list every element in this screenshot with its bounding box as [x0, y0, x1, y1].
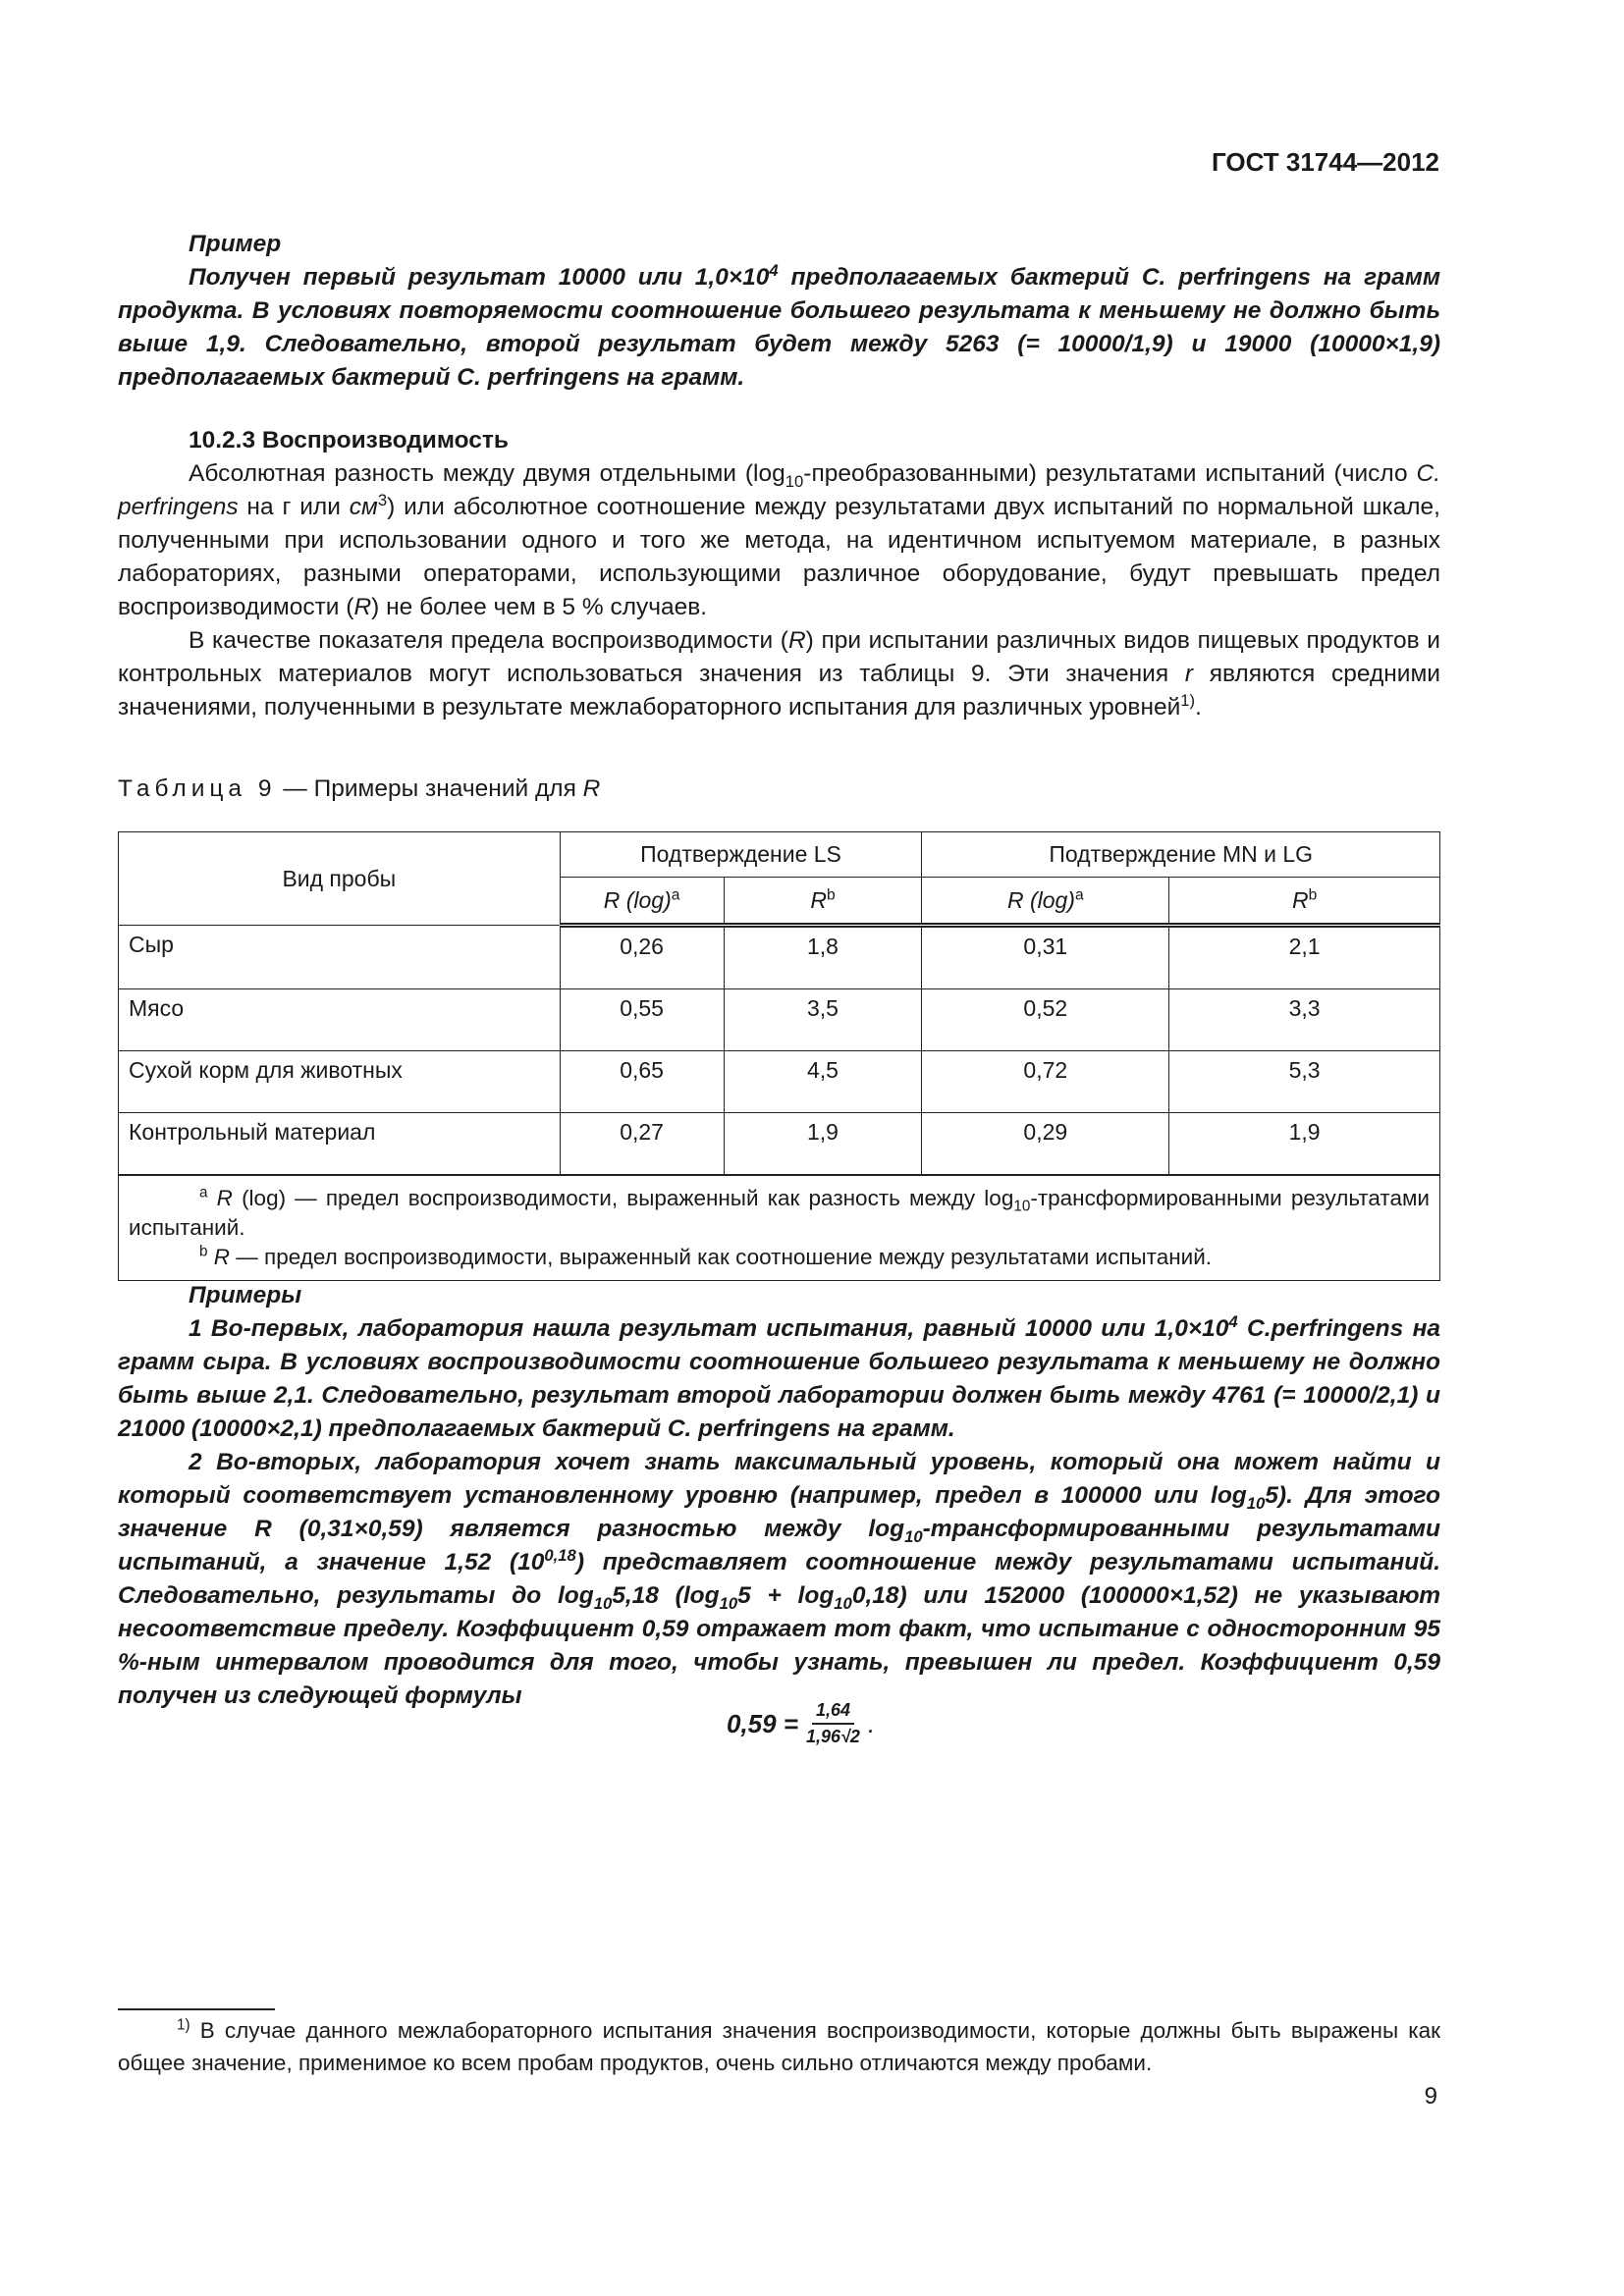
table-caption: [118, 775, 600, 803]
example-1: [118, 1312, 1440, 1446]
text-segment: 10: [1246, 1493, 1266, 1513]
section-paragraph-1: [118, 457, 1440, 624]
text-segment: на г или: [238, 494, 350, 520]
subheader-ls-rlog: [560, 878, 724, 926]
table-header-row: [119, 832, 1440, 878]
example-text: [118, 261, 1440, 395]
text-segment: 4: [769, 260, 779, 280]
text-segment: C. perfringens: [118, 460, 1440, 520]
footnote-text: В случае данного межлабораторного испытания значения воспроизводимости, которые должны быть выражены как общее значение, применимое ко всем пробам продуктов, очень сильно отличаются между пробами.: [118, 2018, 1440, 2075]
cell-mn-rlog: 0,31: [922, 926, 1169, 989]
text-segment: [208, 1186, 217, 1210]
text-segment: -преобразованными) результатами испытаний (число: [803, 460, 1417, 487]
example-block: [118, 228, 1440, 395]
text-segment: Получен первый результат 10000 или 1,0×10: [189, 264, 770, 291]
text-segment: — предел воспроизводимости, выраженный как соотношение между результатами испытаний.: [230, 1245, 1213, 1269]
text-segment: r: [1184, 661, 1193, 687]
cell-mn-r: 2,1: [1169, 926, 1440, 989]
cell-mn-r: 3,3: [1169, 989, 1440, 1051]
text-segment: ) не более чем в 5 % случаев.: [371, 594, 708, 620]
examples-block: [118, 1279, 1440, 1713]
header-group-ls: Подтверждение LS: [560, 832, 922, 878]
table-row: [119, 1113, 1440, 1176]
text-segment: ) представляет соотношение между результатами испытаний. Следовательно, результаты до log: [118, 1549, 1441, 1609]
text-segment: 10: [719, 1593, 738, 1613]
cell-mn-r: 1,9: [1169, 1113, 1440, 1176]
section-reproducibility: [118, 424, 1440, 724]
cell-sample: Мясо: [119, 989, 561, 1051]
table-row: [119, 926, 1440, 989]
footnote-mark: 1): [177, 2016, 190, 2034]
text-segment: см: [349, 494, 378, 520]
footnote-divider: [118, 2008, 275, 2010]
text-segment: 10: [593, 1593, 613, 1613]
text-segment: -трансформированными результатами испытаний.: [129, 1186, 1431, 1240]
cell-ls-rlog: 0,65: [560, 1051, 724, 1113]
section-heading: 10.2.3 Воспроизводимость: [189, 427, 509, 454]
text-segment: R: [787, 627, 806, 654]
text-segment: ) или абсолютное соотношение между результатами двух испытаний по нормальной шкале, полученными при использовании одного и того же метода, на идентичном испытуемом материале, в разных лабораториях, разными операторами, использующими различное оборудование, будут превышать предел воспроизводимости (: [118, 494, 1440, 620]
cell-sample: Сухой корм для животных: [119, 1051, 561, 1113]
text-segment: 10: [1013, 1198, 1031, 1215]
formula: [727, 1700, 875, 1747]
rlog-label: R (log): [1006, 886, 1075, 913]
subheader-mn-rlog: [922, 878, 1169, 926]
r-label: R: [810, 886, 827, 913]
text-segment: 5). Для этого значение R (0,31×0,59) является разностью между log: [118, 1482, 1440, 1542]
text-segment: R: [216, 1186, 233, 1210]
rlog-label: R (log): [603, 886, 672, 913]
cell-ls-r: 3,5: [724, 989, 922, 1051]
note-mark: a: [671, 885, 680, 903]
cell-sample: Контрольный материал: [119, 1113, 561, 1176]
formula-end: .: [867, 1708, 876, 1738]
section-paragraph-2: [118, 624, 1440, 724]
cell-ls-r: 1,9: [724, 1113, 922, 1176]
values-table: [118, 831, 1440, 1281]
page-number: 9: [1424, 2083, 1437, 2109]
examples-title: Примеры: [189, 1282, 302, 1308]
header-sample: Вид пробы: [119, 832, 561, 926]
text-segment: -трансформированными результатами испытаний, а значение 1,52 (10: [118, 1516, 1440, 1575]
formula-denominator: 1,96√2: [806, 1727, 860, 1746]
example-title: Пример: [189, 231, 282, 257]
text-segment: 3: [377, 490, 388, 509]
text-segment: b: [199, 1243, 208, 1260]
text-segment: 2 Во-вторых, лаборатория хочет знать максимальный уровень, который она может найти и который соответствует установленному уровню (например, предел в 100000 или log: [118, 1449, 1440, 1509]
text-segment: 1 Во-первых, лаборатория нашла результат испытания, равный 10000 или 1,0×10: [189, 1315, 1229, 1342]
table-row: [119, 1051, 1440, 1113]
example-2: [118, 1446, 1440, 1713]
text-segment: 1): [1180, 690, 1196, 710]
text-segment: Абсолютная разность между двумя отдельными (log: [189, 460, 785, 487]
text-segment: a: [199, 1184, 208, 1201]
note-mark: b: [1308, 885, 1318, 903]
formula-lhs: 0,59 =: [727, 1708, 799, 1738]
cell-ls-rlog: 0,26: [560, 926, 724, 989]
cell-sample: Сыр: [119, 926, 561, 989]
header-group-mn: Подтверждение MN и LG: [922, 832, 1440, 878]
text-segment: 5,18 (log: [612, 1582, 720, 1609]
text-segment: 0,18) или 152000 (100000×1,52) не указывают несоответствие пределу. Коэффициент 0,59 отражает тот факт, что испытание с односторонним 95 %-ным интервалом проводится для того, чтобы узнать, превышен ли предел. Коэффициент 0,59 получен из следующей формулы: [118, 1582, 1441, 1709]
text-segment: R: [213, 1245, 231, 1269]
text-segment: 10: [904, 1526, 923, 1546]
text-segment: R: [353, 594, 372, 620]
table-notes-row: [119, 1175, 1440, 1281]
cell-ls-r: 1,8: [724, 926, 922, 989]
text-segment: предполагаемых бактерий C. perfringens на грамм продукта. В условиях повторяемости соотношение большего результата к меньшему не должно быть выше 1,9. Следовательно, второй результат будет между 5263 (= 10000/1,9) и 19000 (10000×1,9) предполагаемых бактерий C. perfringens на грамм.: [118, 264, 1441, 391]
text-segment: В качестве показателя предела воспроизводимости (: [189, 627, 788, 654]
cell-mn-rlog: 0,29: [922, 1113, 1169, 1176]
note-mark: a: [1074, 885, 1084, 903]
table-note-a: [129, 1184, 1430, 1243]
formula-numerator: 1,64: [812, 1700, 854, 1725]
text-segment: .: [1195, 694, 1202, 721]
text-segment: C.perfringens на грамм сыра. В условиях воспроизводимости соотношение большего результата к меньшему не должно быть выше 2,1. Следовательно, результат второй лаборатории должен быть между 4761 (= 10000/2,1) и 21000 (10000×2,1) предполагаемых бактерий C. perfringens на грамм.: [118, 1315, 1440, 1442]
cell-ls-r: 4,5: [724, 1051, 922, 1113]
formula-fraction: [806, 1700, 860, 1747]
subheader-mn-r: [1169, 878, 1440, 926]
footnote: [118, 2014, 1440, 2079]
table-notes: [119, 1175, 1440, 1281]
cell-mn-rlog: 0,52: [922, 989, 1169, 1051]
cell-mn-r: 5,3: [1169, 1051, 1440, 1113]
table-caption-text: — Примеры значений для: [276, 775, 583, 802]
subheader-ls-r: [724, 878, 922, 926]
text-segment: 0,18: [544, 1545, 576, 1565]
text-segment: (log) — предел воспроизводимости, выраженный как разность между log: [232, 1186, 1014, 1210]
text-segment: 4: [1228, 1311, 1238, 1331]
text-segment: 5 + log: [737, 1582, 835, 1609]
r-label: R: [1291, 886, 1309, 913]
cell-ls-rlog: 0,27: [560, 1113, 724, 1176]
cell-ls-rlog: 0,55: [560, 989, 724, 1051]
table-caption-prefix: Таблица 9: [118, 775, 277, 802]
text-segment: 10: [785, 471, 804, 491]
table-caption-r: R: [582, 775, 601, 802]
table-note-b: [129, 1243, 1430, 1272]
cell-mn-rlog: 0,72: [922, 1051, 1169, 1113]
note-mark: b: [826, 885, 836, 903]
table-row: [119, 989, 1440, 1051]
text-segment: ) при испытании различных видов пищевых продуктов и контрольных материалов могут использоваться значения из таблицы 9. Эти значения: [118, 627, 1440, 687]
text-segment: 10: [834, 1593, 852, 1613]
text-segment: являются средними значениями, полученными в результате межлабораторного испытания для различных уровней: [118, 661, 1440, 721]
document-id: ГОСТ 31744—2012: [1212, 147, 1439, 177]
